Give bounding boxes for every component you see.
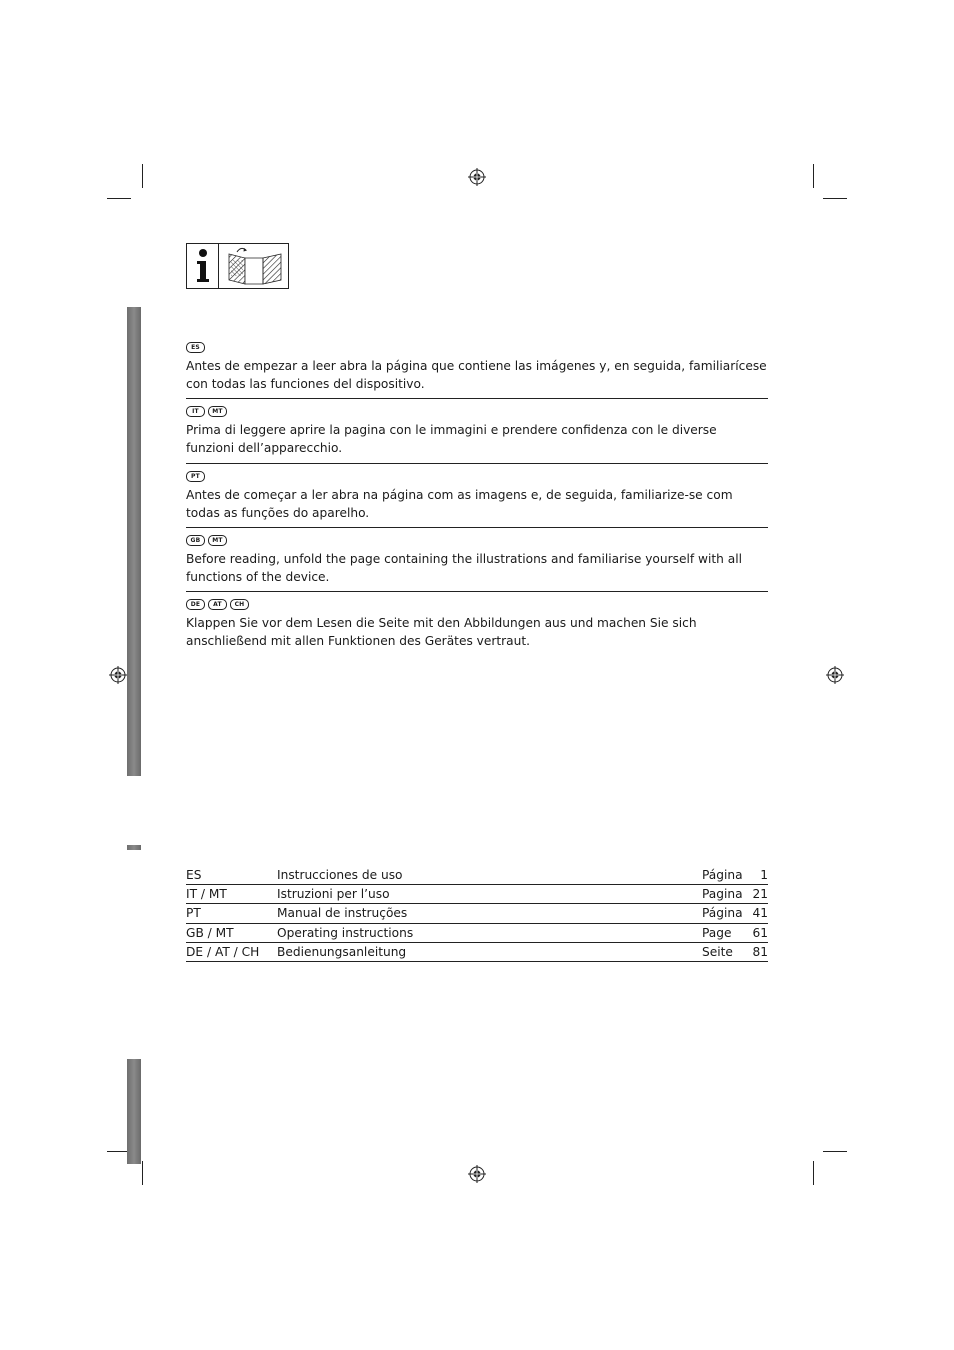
registration-mark-icon bbox=[826, 666, 844, 684]
side-color-bar bbox=[127, 845, 141, 850]
crop-mark bbox=[813, 1161, 814, 1185]
language-badge: CH bbox=[230, 599, 249, 610]
notice-text: Antes de empezar a leer abra la página que contiene las imágenes y, en seguida, familiarícese con todas las funciones del dispositivo. bbox=[186, 359, 767, 391]
language-badge: MT bbox=[208, 406, 227, 417]
divider bbox=[186, 527, 768, 528]
contents-page-number: 1 bbox=[760, 868, 768, 882]
divider bbox=[186, 463, 768, 464]
notice-text: Antes de começar a ler abra na página com as imagens e, de seguida, familiarize-se com todas as funções do aparelho. bbox=[186, 488, 733, 520]
contents-language: IT / MT bbox=[186, 887, 227, 902]
contents-language: PT bbox=[186, 906, 201, 921]
contents-page-number: 61 bbox=[752, 925, 768, 940]
language-block-de-at-ch bbox=[186, 599, 768, 650]
contents-row[interactable] bbox=[186, 904, 768, 923]
language-badge: IT bbox=[186, 406, 205, 417]
contents-page-label: Página bbox=[702, 906, 743, 921]
contents-title: Istruzioni per l’uso bbox=[277, 887, 390, 902]
registration-mark-icon bbox=[468, 1165, 486, 1183]
unfold-page-icon bbox=[219, 244, 288, 288]
side-color-bar bbox=[127, 307, 141, 776]
contents-language: DE / AT / CH bbox=[186, 944, 260, 959]
contents-title: Instrucciones de uso bbox=[277, 868, 403, 882]
language-block-it-mt bbox=[186, 406, 768, 457]
contents-page-number: 21 bbox=[752, 887, 768, 902]
crop-mark bbox=[813, 164, 814, 188]
language-block-es bbox=[186, 342, 768, 393]
crop-mark bbox=[107, 198, 131, 199]
contents-page-label: Seite bbox=[702, 944, 733, 959]
registration-mark-icon bbox=[109, 666, 127, 684]
language-badge: PT bbox=[186, 471, 205, 482]
crop-mark bbox=[823, 198, 847, 199]
notice-text: Prima di leggere aprire la pagina con le immagini e prendere confidenza con le diverse funzioni dell’apparecchio. bbox=[186, 423, 717, 455]
language-block-gb-mt bbox=[186, 535, 768, 586]
contents-title: Bedienungsanleitung bbox=[277, 944, 407, 959]
language-badge: GB bbox=[186, 535, 205, 546]
contents-table bbox=[186, 866, 768, 962]
language-badge: ES bbox=[186, 342, 205, 353]
contents-page-label: Pagina bbox=[702, 887, 743, 902]
notice-text: Before reading, unfold the page containing the illustrations and familiarise yourself with all functions of the device. bbox=[186, 552, 742, 584]
crop-mark bbox=[823, 1151, 847, 1152]
unfold-notice-box bbox=[186, 243, 289, 289]
language-badge: AT bbox=[208, 599, 227, 610]
contents-row[interactable] bbox=[186, 866, 768, 885]
contents-title: Manual de instruções bbox=[277, 906, 408, 921]
language-block-pt bbox=[186, 471, 768, 522]
language-badge: MT bbox=[208, 535, 227, 546]
crop-mark bbox=[142, 164, 143, 188]
info-icon bbox=[187, 244, 219, 288]
divider bbox=[186, 398, 768, 399]
contents-row[interactable] bbox=[186, 924, 768, 943]
contents-page-label: Page bbox=[702, 925, 732, 940]
crop-mark bbox=[142, 1161, 143, 1185]
contents-page-number: 41 bbox=[752, 906, 768, 921]
contents-row[interactable] bbox=[186, 885, 768, 904]
language-badge: DE bbox=[186, 599, 205, 610]
contents-title: Operating instructions bbox=[277, 925, 414, 940]
registration-mark-icon bbox=[468, 168, 486, 186]
side-color-bar bbox=[127, 1059, 141, 1164]
contents-row[interactable] bbox=[186, 943, 768, 962]
notice-text: Klappen Sie vor dem Lesen die Seite mit den Abbildungen aus und machen Sie sich anschließend mit allen Funktionen des Gerätes vertraut. bbox=[186, 616, 697, 648]
contents-language: GB / MT bbox=[186, 925, 234, 940]
contents-page-label: Página bbox=[702, 868, 743, 882]
contents-page-number: 81 bbox=[752, 944, 768, 959]
contents-language: ES bbox=[186, 868, 202, 882]
divider bbox=[186, 591, 768, 592]
